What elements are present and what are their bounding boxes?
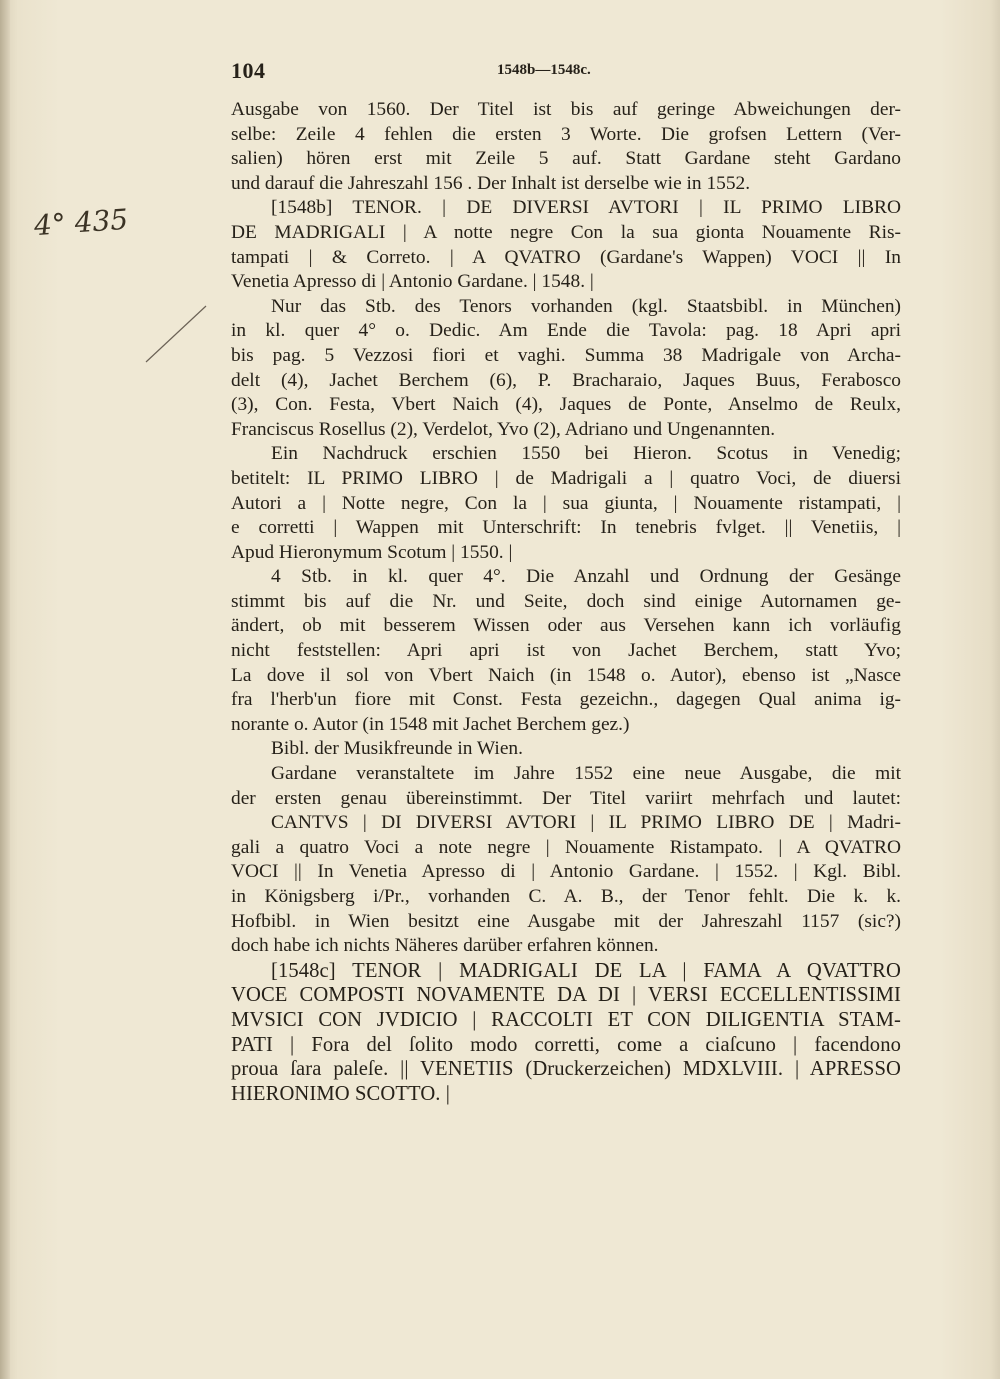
text-line: salien) hören erst mit Zeile 5 auf. Statt Gardane steht Gardano (231, 148, 901, 170)
text-line: CANTVS | DI DIVERSI AVTORI | IL PRIMO LIBRO DE | Madri- (271, 812, 901, 834)
text-line: der ersten genau übereinstimmt. Der Titel variirt mehrfach und lautet: (231, 787, 901, 809)
text-line: doch habe ich nichts Näheres darüber erfahren können. (231, 935, 659, 957)
running-head: 1548b—1548c. (497, 62, 591, 78)
text-line: (3), Con. Festa, Vbert Naich (4), Jaques de Ponte, Anselmo de Reulx, (231, 394, 901, 416)
text-line: und darauf die Jahreszahl 156 . Der Inhalt ist derselbe wie in 1552. (231, 172, 751, 194)
text-line: Nur das Stb. des Tenors vorhanden (kgl. Staatsbibl. in München) (271, 295, 901, 317)
text-line: MVSICI CON JVDICIO | RACCOLTI ET CON DILIGENTIA STAM- (231, 1008, 901, 1031)
text-line: VOCI || In Venetia Apresso di | Antonio Gardane. | 1552. | Kgl. Bibl. (231, 861, 901, 883)
body-text (231, 98, 901, 1106)
page-edge-shadow (0, 0, 10, 1379)
text-line: betitelt: IL PRIMO LIBRO | de Madrigali a | quatro Voci, de diuersi (231, 467, 901, 489)
text-line: gali a quatro Voci a note negre | Nouamente Ristampato. | A QVATRO (231, 836, 901, 858)
text-line: stimmt bis auf die Nr. und Seite, doch sind einige Autornamen ge- (231, 590, 901, 612)
text-line: Ein Nachdruck erschien 1550 bei Hieron. Scotus in Venedig; (271, 443, 901, 465)
text-line: [1548b] TENOR. | DE DIVERSI AVTORI | IL PRIMO LIBRO (271, 197, 901, 219)
text-line: e corretti | Wappen mit Unterschrift: In tenebris fvlget. || Venetiis, | (231, 517, 901, 539)
text-line: VOCE COMPOSTI NOVAMENTE DA DI | VERSI ECCELLENTISSIMI (231, 984, 901, 1007)
handwritten-shelfmark: 4° 435 (32, 202, 130, 243)
text-line: in Königsberg i/Pr., vorhanden C. A. B., der Tenor fehlt. Die k. k. (231, 886, 901, 907)
page-header (231, 58, 911, 88)
text-line: fra l'herb'un fiore mit Const. Festa gezeichn., dagegen Qual anima ig- (231, 689, 901, 711)
text-line: Venetia Apresso di | Antonio Gardane. | 1548. | (231, 271, 594, 293)
text-line: in kl. quer 4° o. Dedic. Am Ende die Tavola: pag. 18 Apri apri (231, 320, 901, 342)
text-line: HIERONIMO SCOTTO. | (231, 1082, 451, 1105)
text-line: PATI | Fora del ſolito modo corretti, come a ciaſcuno | facendono (231, 1033, 901, 1056)
page-number: 104 (231, 58, 266, 83)
text-line: norante o. Autor (in 1548 mit Jachet Berchem gez.) (231, 713, 630, 735)
text-line: [1548c] TENOR | MADRIGALI DE LA | FAMA A QVATTRO (271, 959, 901, 982)
text-line: Autori a | Notte negre, Con la | sua giunta, | Nouamente ristampati, | (231, 492, 901, 514)
text-line: Franciscus Rosellus (2), Verdelot, Yvo (2), Adriano und Ungenannten. (231, 418, 776, 440)
text-line: La dove il sol von Vbert Naich (in 1548 o. Autor), ebenso ist „Nasce (231, 664, 901, 686)
pencil-stroke-mark (140, 300, 210, 370)
text-line: nicht feststellen: Apri apri ist von Jachet Berchem, statt Yvo; (231, 640, 901, 662)
text-line: selbe: Zeile 4 fehlen die ersten 3 Worte. Die grofsen Lettern (Ver- (231, 123, 901, 145)
text-line: bis pag. 5 Vezzosi fiori et vaghi. Summa 38 Madrigale von Archa- (231, 344, 901, 366)
text-line: Apud Hieronymum Scotum | 1550. | (231, 541, 513, 563)
text-line: Gardane veranstaltete im Jahre 1552 eine neue Ausgabe, die mit (271, 763, 901, 785)
text-line: proua ſara paleſe. || VENETIIS (Druckerzeichen) MDXLVIII. | APRESSO (231, 1058, 901, 1081)
text-line: Hofbibl. in Wien besitzt eine Ausgabe mit der Jahreszahl 1157 (sic?) (231, 910, 901, 932)
text-line: 4 Stb. in kl. quer 4°. Die Anzahl und Ordnung der Gesänge (271, 566, 901, 588)
text-line: delt (4), Jachet Berchem (6), P. Bracharaio, Jaques Buus, Ferabosco (231, 369, 901, 391)
text-line: ändert, ob mit besserem Wissen oder aus Versehen kann ich vorläufig (231, 615, 901, 637)
text-line: Ausgabe von 1560. Der Titel ist bis auf geringe Abweichungen der- (231, 99, 901, 120)
text-line: Bibl. der Musikfreunde in Wien. (271, 738, 523, 760)
text-line: tampati | & Correto. | A QVATRO (Gardane's Wappen) VOCI || In (231, 246, 901, 268)
text-line: DE MADRIGALI | A notte negre Con la sua gionta Nouamente Ris- (231, 221, 901, 243)
